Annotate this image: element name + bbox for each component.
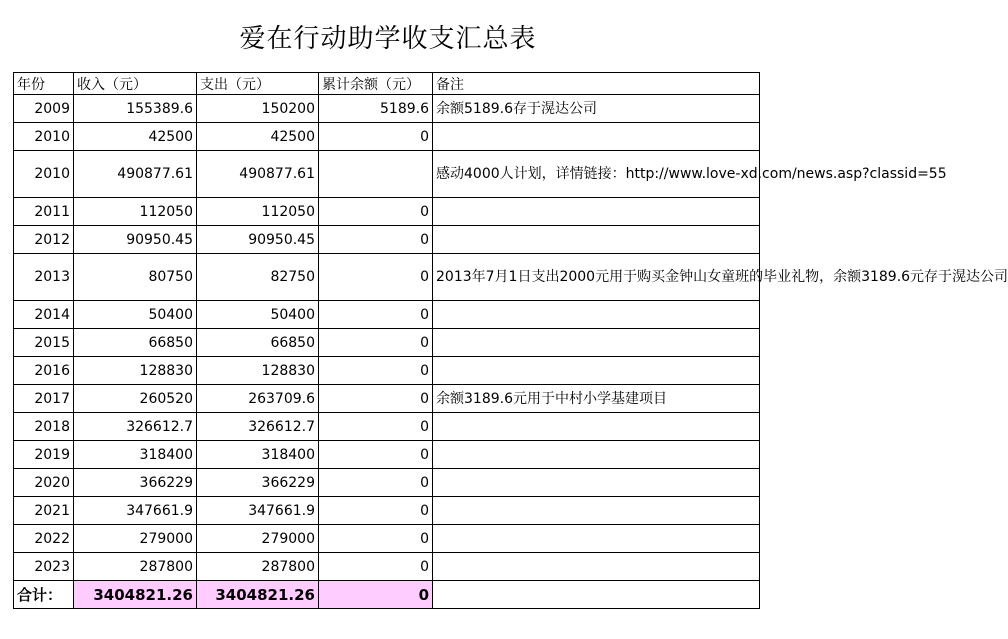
cell-expense: 66850 [197,329,319,357]
cell-balance: 0 [319,226,433,254]
cell-year: 2019 [14,441,74,469]
cell-year: 2021 [14,497,74,525]
header-expense: 支出（元） [197,73,319,95]
table-row [14,198,760,226]
cell-expense: 112050 [197,198,319,226]
cell-note [433,226,760,254]
cell-income: 42500 [74,123,197,151]
header-note: 备注 [433,73,760,95]
cell-income: 112050 [74,198,197,226]
total-note [433,581,760,609]
total-balance: 0 [319,581,433,609]
cell-year: 2018 [14,413,74,441]
table-row [14,469,760,497]
total-label: 合计： [14,581,74,609]
cell-balance: 0 [319,385,433,413]
cell-balance: 0 [319,525,433,553]
cell-year: 2015 [14,329,74,357]
cell-income: 260520 [74,385,197,413]
cell-expense: 326612.7 [197,413,319,441]
cell-expense: 490877.61 [197,151,319,198]
cell-year: 2016 [14,357,74,385]
cell-income: 90950.45 [74,226,197,254]
cell-note: 感动4000人计划，详情链接：http://www.love-xd.com/news.asp?classid=55 [433,151,760,198]
cell-note [433,525,760,553]
cell-note [433,441,760,469]
cell-income: 128830 [74,357,197,385]
cell-note [433,357,760,385]
cell-expense: 42500 [197,123,319,151]
cell-balance: 5189.6 [319,95,433,123]
cell-expense: 347661.9 [197,497,319,525]
cell-income: 155389.6 [74,95,197,123]
table-row [14,329,760,357]
cell-balance: 0 [319,413,433,441]
cell-balance: 0 [319,198,433,226]
cell-balance: 0 [319,441,433,469]
cell-note [433,123,760,151]
cell-expense: 82750 [197,254,319,301]
cell-income: 50400 [74,301,197,329]
cell-income: 326612.7 [74,413,197,441]
table-row [14,254,760,301]
cell-expense: 366229 [197,469,319,497]
table-row [14,413,760,441]
cell-note: 2013年7月1日支出2000元用于购买金钟山女童班的毕业礼物，余额3189.6元存于滉达公司 [433,254,760,301]
cell-note [433,413,760,441]
header-year: 年份 [14,73,74,95]
cell-balance: 0 [319,553,433,581]
table-row [14,441,760,469]
table-row [14,301,760,329]
table-row [14,525,760,553]
total-row [14,581,760,609]
table-row [14,553,760,581]
cell-balance: 0 [319,123,433,151]
header-balance: 累计余额（元） [319,73,433,95]
table-row [14,123,760,151]
cell-year: 2011 [14,198,74,226]
cell-income: 287800 [74,553,197,581]
cell-year: 2010 [14,151,74,198]
cell-income: 490877.61 [74,151,197,198]
table-row [14,357,760,385]
cell-year: 2017 [14,385,74,413]
cell-year: 2022 [14,525,74,553]
cell-note [433,469,760,497]
cell-balance: 0 [319,469,433,497]
cell-balance: 0 [319,497,433,525]
cell-balance [319,151,433,198]
cell-income: 80750 [74,254,197,301]
cell-balance: 0 [319,254,433,301]
cell-balance: 0 [319,329,433,357]
cell-note [433,553,760,581]
cell-year: 2020 [14,469,74,497]
table-row [14,385,760,413]
cell-income: 347661.9 [74,497,197,525]
table-row [14,497,760,525]
cell-income: 318400 [74,441,197,469]
cell-expense: 128830 [197,357,319,385]
cell-expense: 279000 [197,525,319,553]
cell-note [433,497,760,525]
cell-note [433,329,760,357]
cell-expense: 263709.6 [197,385,319,413]
table-row [14,95,760,123]
cell-year: 2013 [14,254,74,301]
cell-income: 366229 [74,469,197,497]
cell-note: 余额3189.6元用于中村小学基建项目 [433,385,760,413]
cell-expense: 287800 [197,553,319,581]
table-row [14,151,760,198]
cell-note: 余额5189.6存于滉达公司 [433,95,760,123]
table-row [14,226,760,254]
cell-balance: 0 [319,301,433,329]
cell-note [433,198,760,226]
header-row [14,73,760,95]
cell-expense: 50400 [197,301,319,329]
cell-balance: 0 [319,357,433,385]
total-income: 3404821.26 [74,581,197,609]
cell-year: 2012 [14,226,74,254]
total-expense: 3404821.26 [197,581,319,609]
header-income: 收入（元） [74,73,197,95]
cell-income: 66850 [74,329,197,357]
page-title: 爱在行动助学收支汇总表 [239,24,537,54]
cell-expense: 150200 [197,95,319,123]
cell-year: 2014 [14,301,74,329]
cell-note [433,301,760,329]
cell-expense: 318400 [197,441,319,469]
cell-year: 2009 [14,95,74,123]
cell-year: 2010 [14,123,74,151]
cell-expense: 90950.45 [197,226,319,254]
cell-income: 279000 [74,525,197,553]
cell-year: 2023 [14,553,74,581]
summary-table [13,72,1008,609]
